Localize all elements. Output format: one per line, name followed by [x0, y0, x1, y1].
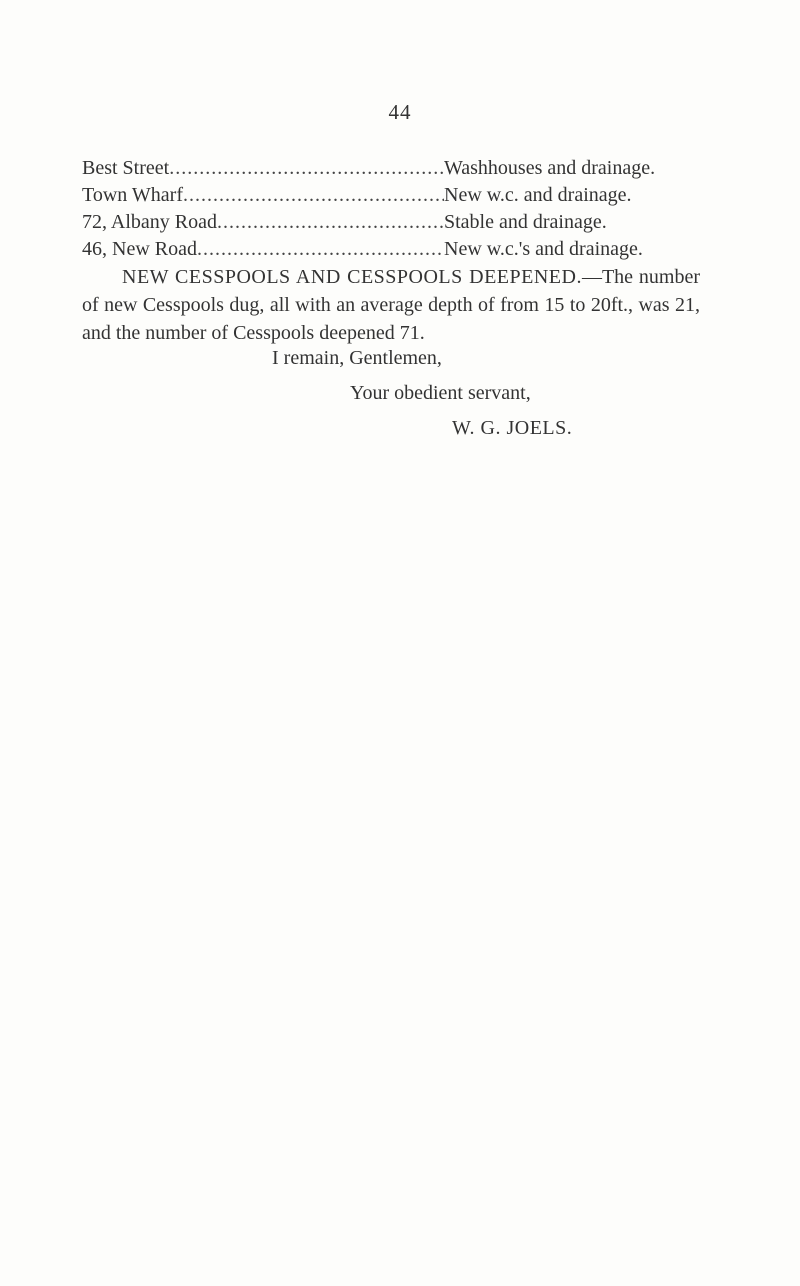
closing-salutation: I remain, Gentlemen, [272, 347, 442, 369]
works-row [82, 182, 702, 209]
signature: W. G. JOELS. [452, 417, 573, 439]
works-location: Best Street [82, 157, 170, 179]
dot-leader [169, 155, 444, 182]
works-row [82, 236, 702, 263]
works-description: Washhouses and drainage. [444, 157, 656, 179]
dot-leader [197, 236, 444, 263]
dot-leader [183, 182, 444, 209]
works-description: New w.c.'s and drainage. [444, 238, 643, 260]
works-row [82, 155, 702, 182]
works-location: 46, New Road [82, 238, 197, 260]
works-description: Stable and drainage. [444, 211, 607, 233]
section-heading: NEW CESSPOOLS AND CESSPOOLS DEEPENED. [122, 266, 582, 288]
closing-servant: Your obedient servant, [350, 382, 531, 404]
works-row [82, 209, 702, 236]
works-location: Town Wharf [82, 184, 183, 206]
works-location: 72, Albany Road [82, 211, 217, 233]
works-list [82, 155, 702, 263]
works-description: New w.c. and drainage. [444, 184, 632, 206]
paragraph-body: —The number of new Cesspools dug, all with an average depth of from 15 to 20ft., was 21, and the number of Cesspools deepened 71. [82, 266, 700, 344]
cesspools-paragraph [82, 263, 700, 347]
dot-leader [217, 209, 444, 236]
page-number: 44 [388, 100, 412, 124]
